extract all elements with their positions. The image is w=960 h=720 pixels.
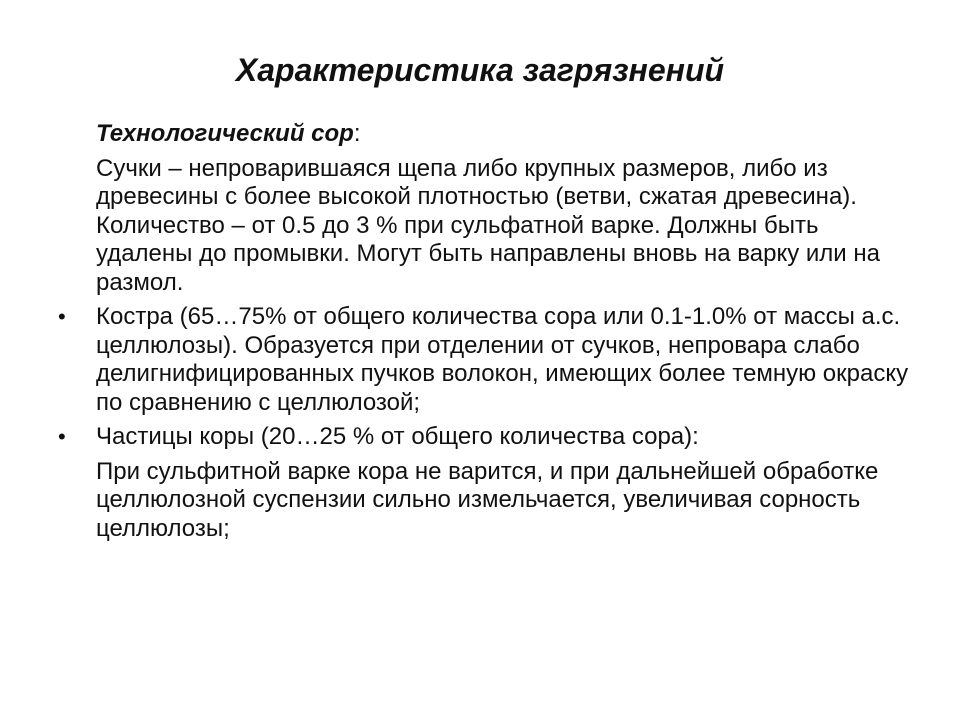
subheading-paragraph [56,120,916,149]
subheading: Технологический сор [96,120,354,147]
paragraph-text: Частицы коры (20…25 % от общего количества сора): [96,423,699,450]
paragraph-bark-detail [56,458,916,544]
paragraph-bark [56,423,916,452]
paragraph-knots [56,155,916,298]
slide-title: Характеристика загрязнений [235,52,725,88]
bullet-marker: • [58,424,66,449]
paragraph-text: При сульфитной варке кора не варится, и при дальнейшей обработке целлюлозной суспензии сильно измельчается, увеличивая сорность целлюлозы; [96,457,879,542]
slide-body [56,120,916,549]
paragraph-shives [56,303,916,417]
paragraph-text: Сучки – непроварившаяся щепа либо крупных размеров, либо из древесины с более высокой плотностью (ветви, сжатая древесина). Количество – от 0.5 до 3 % при сульфатной варке. Должны быть удалены до промывки. Могут быть направлены вновь на варку или на размол. [96,154,880,296]
bullet-marker: • [58,304,66,329]
subheading-suffix: : [353,120,361,147]
paragraph-text: Костра (65…75% от общего количества сора или 0.1-1.0% от массы а.с. целлюлозы). Образуется при отделении от сучков, непровара слабо делигнифицированных пучков волокон, имеющих более темную окраску по сравнению с целлюлозой; [96,303,909,416]
